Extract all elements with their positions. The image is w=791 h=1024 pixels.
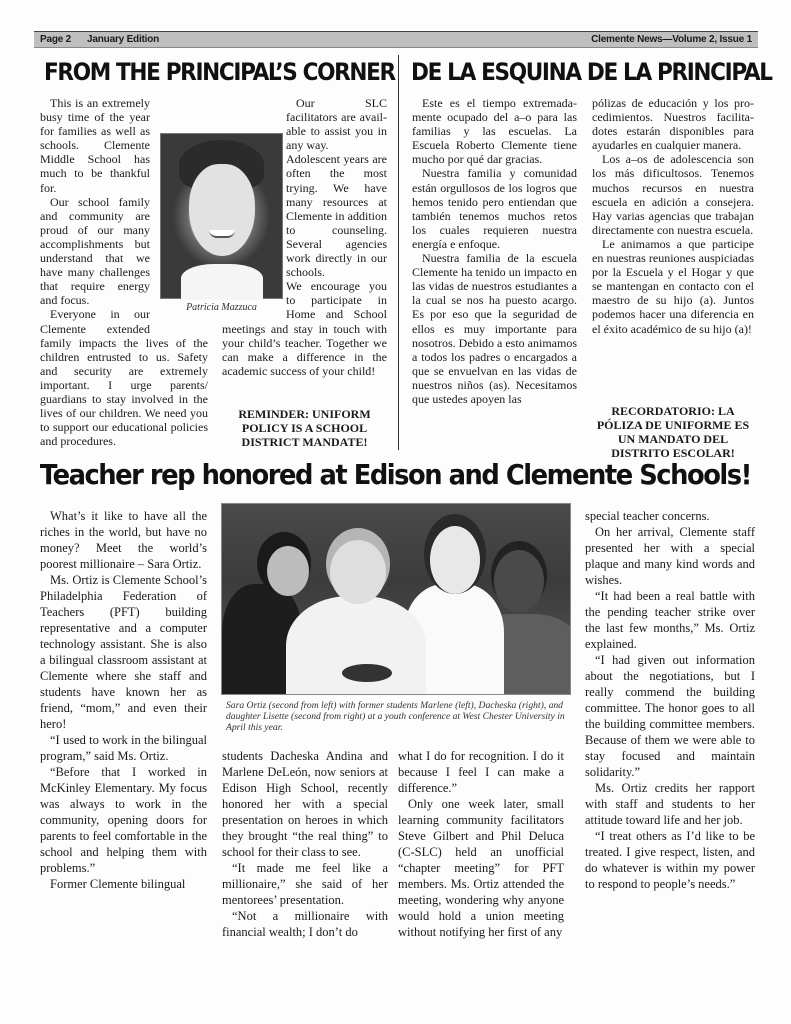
paragraph: what I do for recognition. I do it because I feel I can make a difference.” [398, 749, 564, 795]
portrait-caption: Patricia Mazzuca [186, 302, 257, 313]
principal-portrait-photo [160, 133, 283, 299]
paragraph: “I used to work in the bilingual program,” said Ms. Ortiz. [40, 733, 207, 763]
edition-label: January Edition [87, 34, 160, 45]
paragraph: “It made me feel like a millionaire,” she said of her mentorees’ presentation. [222, 861, 388, 907]
paragraph: On her arrival, Clemente staff presented her with a special plaque and many kind words and wishes. [585, 525, 755, 587]
principal-column-3-spanish [412, 96, 577, 406]
paragraph: Ms. Ortiz credits her rapport with staff and students to her attitude toward life and her job. [585, 781, 755, 827]
paragraph: Nuestra familia de la escuela Clemente ha tenido un impacto en las vidas de nuestros estudiantes a la cual se nos ha puesto acargo. Es por eso que la seguridad de ellos es muy importante para nosotros. Debido a esto animamos a todos los padres o encargados a que se envuelvan en las vidas de nuestros niños (as). Necesitamos que ustedes apoyen las [412, 251, 577, 406]
section-title-english: FROM THE PRINCIPAL’S CORNER [44, 58, 395, 86]
paragraph: Adolescent years are often the most trying. We have many resources at Clemente in addition to counseling. Several agencies work directly in our schools. [286, 152, 387, 280]
paragraph: “Not a millionaire with financial wealth; I don’t do [222, 909, 388, 939]
principal-column-4-spanish [592, 96, 754, 336]
publication-label: Clemente News—Volume 2, Issue 1 [591, 34, 752, 45]
paragraph: This is an extremely busy time of the year for families as well as schools. Clemente Middle School has much to be thankful for. [40, 96, 150, 195]
paragraph: students Dacheska Andina and Marlene DeLeón, now seniors at Edison High School, recently honored her with a special presentation on heroes in which they brought “the real thing” to school for their class to see. [222, 749, 388, 859]
paragraph: “Before that I worked in McKinley Elementary. My focus was always to work in the community, opening doors for parents to feel comfortable in the school and helping them with problems.” [40, 765, 207, 875]
paragraph: Este es el tiempo extremadamente ocupado del a–o para las familias y las escuelas. La Escuela Roberto Clemente tiene mucho por qué dar gracias. [412, 96, 577, 167]
paragraph: “It had been a real battle with the pending teacher strike over the last few months,” Ms. Ortiz explained. [585, 589, 755, 651]
paragraph: Everyone in our Clemente extended family impacts the lives of the children entrusted to us. Safety and security are extremely important. I urge parents/ guardians to stay involved in the lives of our children. We need you to support our educational policies and procedures. [40, 307, 208, 449]
paragraph: special teacher concerns. [585, 509, 710, 523]
column-divider [398, 55, 399, 450]
paragraph: Former Clemente bilingual [50, 877, 186, 891]
section-title-spanish: DE LA ESQUINA DE LA PRINCIPAL [411, 58, 772, 86]
uniform-reminder-english: REMINDER: UNIFORM POLICY IS A SCHOOL DISTRICT MANDATE! [238, 407, 371, 449]
paragraph: Our SLC facilitators are available to assist you in any way. [286, 96, 387, 153]
article-column-2 [222, 748, 388, 940]
photo-caption: Sara Ortiz (second from left) with former students Marlene (left), Dacheska (right), and daughter Lisette (second from right) at a youth conference at West Chester University in April this year. [226, 700, 565, 733]
paragraph: Le animamos a que participe en nuestras reuniones auspiciadas por la Escuela y el Hogar y que se mantengan en contacto con el maestro de su hijo (a). Juntos podemos hacer una diferencia en el éxito académico de su hijo (a)! [592, 236, 754, 336]
article-column-3 [398, 748, 564, 940]
paragraph: We encourage you to participate in Home and School meetings and stay in touch with your child’s teacher. Together we can make a difference in the academic success of your child! [222, 279, 387, 378]
page-number: Page 2 [40, 34, 72, 45]
paragraph: “I treat others as I’d like to be treated. I give respect, listen, and do whatever is within my power to respond to people’s needs.” [585, 829, 755, 891]
paragraph: Los a–os de adolescencia son los más dificultosos. Tenemos muchos recursos en nuestra escuela en adición a consejera. Hay varias agencias que trabajan directamente con nuestra escuela. [592, 152, 754, 237]
page-header-bar [34, 31, 758, 48]
article-column-1 [40, 508, 207, 892]
paragraph: pólizas de educación y los procedimientos. Nuestros facilitadotes estarán disponibles para ayudarles en cualquier manera. [592, 96, 754, 153]
group-photo [221, 503, 571, 695]
paragraph: Only one week later, small learning community facilitators Steve Gilbert and Phil Deluca (C-SLC) held an unofficial “chapter meeting” for PFT members. Ms. Ortiz attended the meeting, wondering why anyone would hold a union meeting without notifying her first of any [398, 797, 564, 939]
paragraph: “I had given out information about the negotiations, but I really commend the building committee. The honor goes to all the building committee members. Because of them we were able to stay focused and maintain solidarity.” [585, 653, 755, 779]
article-headline: Teacher rep honored at Edison and Clemente Schools! [39, 458, 751, 491]
paragraph: What’s it like to have all the riches in the world, but have no money? Meet the world’s poorest millionaire – Sara Ortiz. [40, 509, 207, 571]
article-column-4 [585, 508, 755, 892]
uniform-reminder-spanish: RECORDATORIO: LA PÓLIZA DE UNIFORME ES UN MANDATO DEL DISTRITO ESCOLAR! [596, 404, 750, 460]
paragraph: Nuestra familia y comunidad están orgullosos de los logros que hemos tenido pero entiendan que también tenemos muchos retos los cuales requieren nuestra energía e enfoque. [412, 166, 577, 251]
paragraph: Ms. Ortiz is Clemente School’s Philadelphia Federation of Teachers (PFT) building representative and a computer technology assistant. She is also a bilingual classroom assistant at Clemente where she staff and students have known her as friend, “mom,” and even their hero! [40, 573, 207, 731]
paragraph: Our school family and community are proud of our many accomplishments but understand that we have many challenges that require energy and focus. [40, 194, 150, 308]
